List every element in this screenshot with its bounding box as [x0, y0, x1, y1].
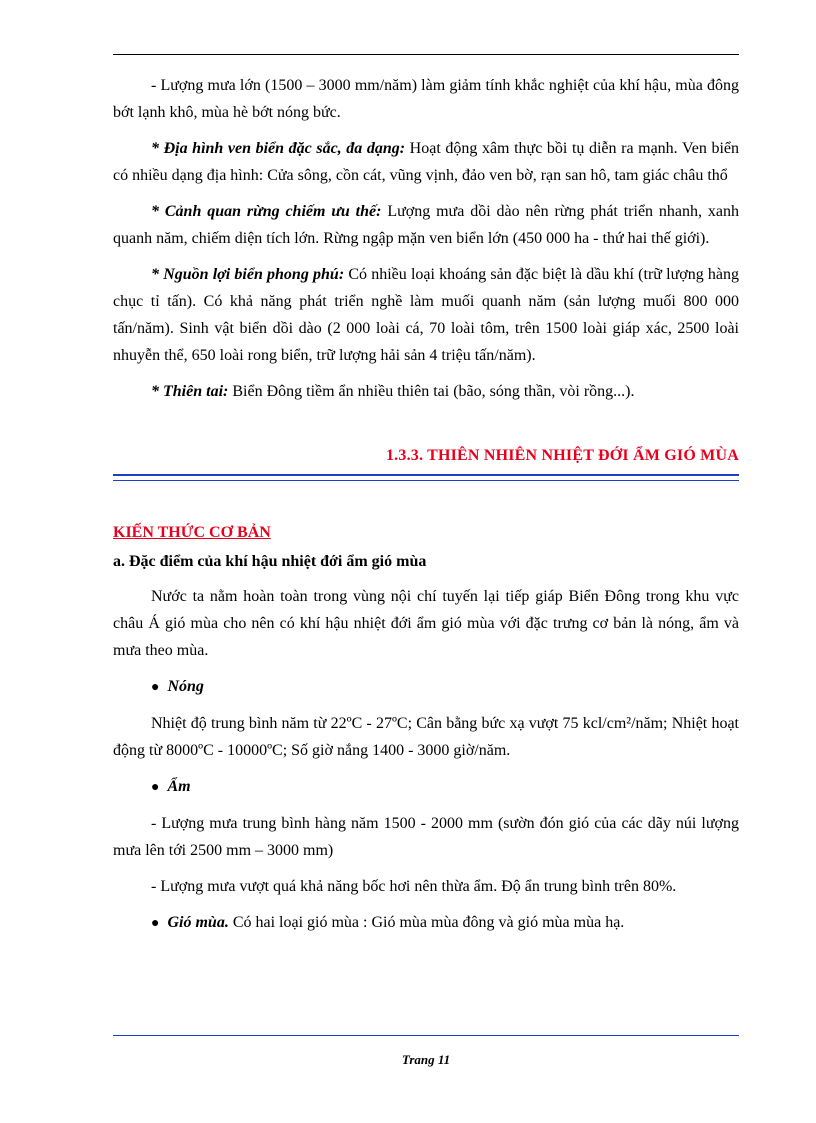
coastal-terrain-text: Hoạt động xâm thực bồi tụ diễn ra mạnh. Ven biển có nhiều dạng địa hình: Cửa sông, cồn cát, vũng vịnh, đảo ven bờ, rạn san hô, tam giác châu thổ	[113, 140, 740, 184]
bullet-dot-icon: ●	[151, 780, 160, 795]
bullet-hot-label: Nóng	[167, 678, 204, 695]
paragraph-forest-landscape	[113, 198, 739, 252]
bullet-monsoon-text: Có hai loại gió mùa : Gió mùa mùa đông và gió mùa mùa hạ.	[228, 914, 625, 931]
bullet-humid	[113, 773, 739, 801]
header-rule	[113, 54, 739, 55]
paragraph-coastal-terrain	[113, 135, 739, 189]
coastal-terrain-label: * Địa hình ven biển đặc sắc, đa dạng:	[151, 140, 406, 157]
paragraph-rainfall: - Lượng mưa lớn (1500 – 3000 mm/năm) làm giảm tính khắc nghiệt của khí hậu, mùa đông bớt lạnh khô, mùa hè bớt nóng bức.	[113, 77, 739, 121]
subheading-climate-features: a. Đặc điểm của khí hậu nhiệt đới ẩm gió mùa	[113, 553, 427, 570]
footer-rule	[113, 1035, 739, 1036]
forest-landscape-label: * Cảnh quan rừng chiếm ưu thế:	[151, 203, 382, 220]
paragraph-humid-1: - Lượng mưa trung bình hàng năm 1500 - 2000 mm (sườn đón gió của các dãy núi lượng mưa lên tới 2500 mm – 3000 mm)	[113, 815, 739, 859]
forest-landscape-text: Lượng mưa dồi dào nên rừng phát triển nhanh, xanh quanh năm, chiếm diện tích lớn. Rừng ngập mặn ven biển lớn (450 000 ha - thứ hai thế giới).	[113, 203, 739, 247]
section-heading-rule	[113, 474, 739, 481]
sea-resources-text: Có nhiều loại khoáng sản đặc biệt là dầu khí (trữ lượng hàng chục tỉ tấn). Có khả năng phát triển nghề làm muối quanh năm (sản lượng muối 800 000 tấn/năm). Sinh vật biển dồi dào (2 000 loài cá, 70 loài tôm, trên 1500 loài giáp xác, 2500 loài nhuyễn thể, 650 loài rong biển, trữ lượng hải sản 4 triệu tấn/năm).	[113, 266, 739, 364]
bullet-humid-label: Ẩm	[167, 778, 191, 795]
page-number: Trang 11	[401, 1052, 451, 1067]
natural-disasters-label: * Thiên tai:	[151, 383, 229, 400]
page-content	[113, 72, 739, 946]
bullet-dot-icon: ●	[151, 916, 160, 931]
natural-disasters-text: Biển Đông tiềm ẩn nhiều thiên tai (bão, sóng thần, vòi rồng...).	[228, 383, 635, 400]
bullet-hot	[113, 673, 739, 701]
bullet-monsoon	[113, 909, 739, 937]
basic-knowledge-heading: KIẾN THỨC CƠ BẢN	[113, 524, 271, 541]
section-heading: 1.3.3. THIÊN NHIÊN NHIỆT ĐỚI ẨM GIÓ MÙA	[385, 447, 739, 464]
paragraph-hot: Nhiệt độ trung bình năm từ 22ºC - 27ºC; Cân bằng bức xạ vượt 75 kcl/cm²/năm; Nhiệt hoạt động từ 8000ºC - 10000ºC; Số giờ nắng 1400 - 3000 giờ/năm.	[113, 715, 739, 759]
paragraph-natural-disasters	[113, 378, 739, 405]
paragraph-intro: Nước ta nằm hoàn toàn trong vùng nội chí tuyến lại tiếp giáp Biển Đông trong khu vực châu Á gió mùa cho nên có khí hậu nhiệt đới ẩm gió mùa với đặc trưng cơ bản là nóng, ẩm và mưa theo mùa.	[113, 588, 739, 659]
bullet-dot-icon: ●	[151, 680, 160, 695]
bullet-monsoon-label: Gió mùa.	[167, 914, 229, 931]
paragraph-sea-resources	[113, 261, 739, 369]
sea-resources-label: * Nguồn lợi biển phong phú:	[151, 266, 345, 283]
paragraph-humid-2: - Lượng mưa vượt quá khả năng bốc hơi nên thừa ẩm. Độ ẩn trung bình trên 80%.	[151, 878, 677, 895]
